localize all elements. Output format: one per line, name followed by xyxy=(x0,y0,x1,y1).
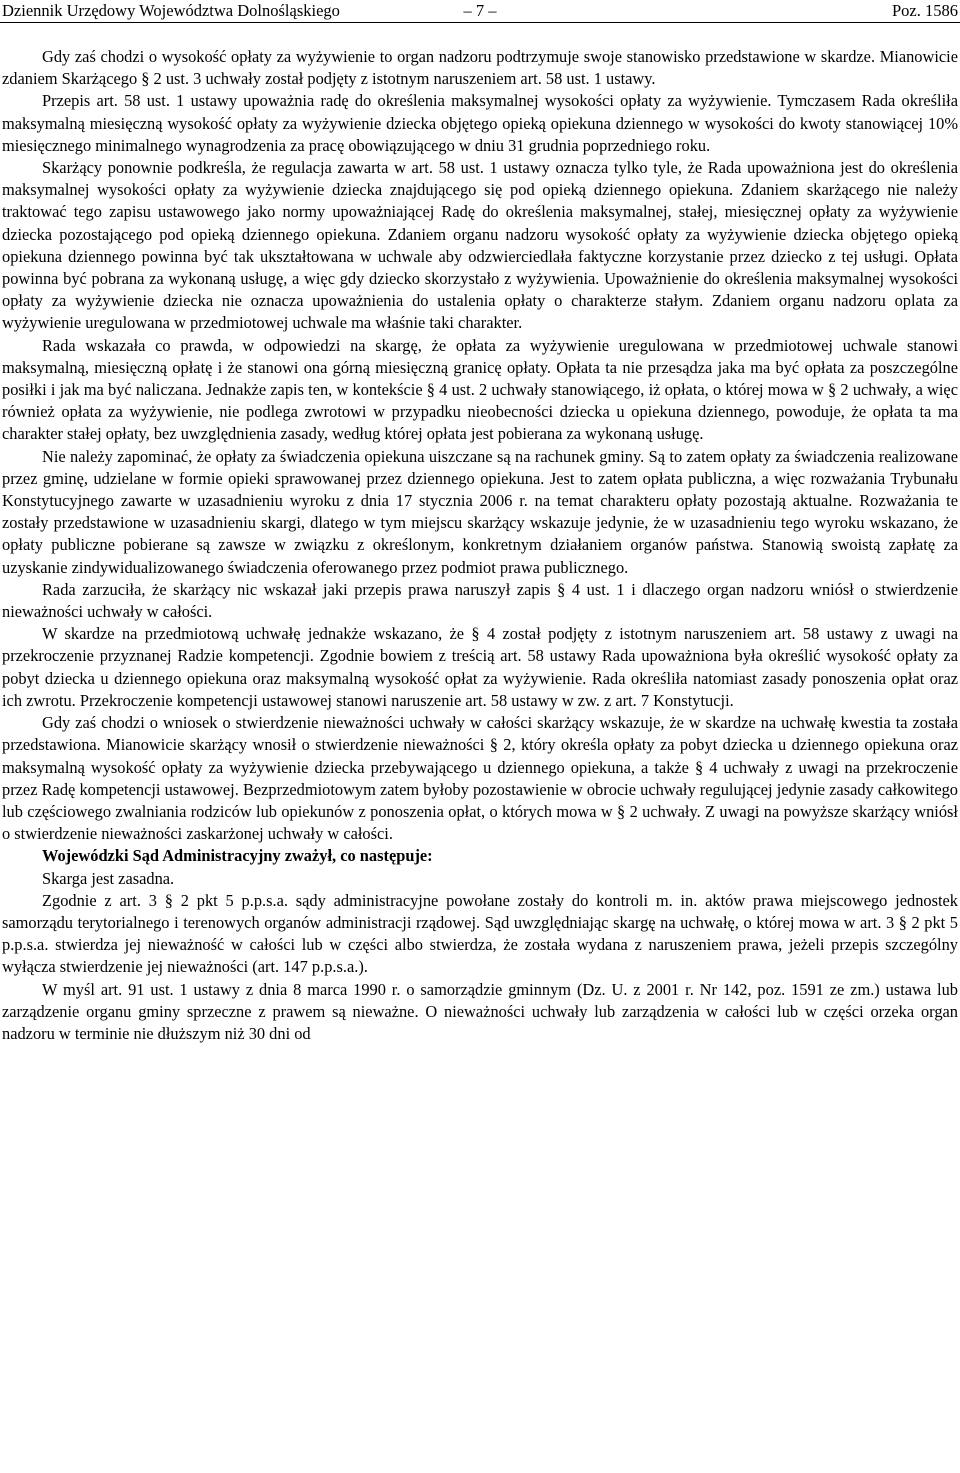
paragraph: W myśl art. 91 ust. 1 ustawy z dnia 8 marca 1990 r. o samorządzie gminnym (Dz. U. z 2001 r. Nr 142, poz. 1591 ze zm.) ustawa lub zarządzenie organu gminy sprzeczne z prawem są nieważne. O nieważności uchwały lub zarządzenia w całości lub w części orzeka organ nadzoru w terminie nie dłuższym niż 30 dni od xyxy=(2,979,958,1043)
paragraph: Nie należy zapominać, że opłaty za świadczenia opiekuna uiszczane są na rachunek gminy. Są to zatem opłaty za świadczenia realizowane przez gminę, udzielane w formie opieki sprawowanej przez dziennego opiekuna. Jest to zatem opłata publiczna, a więc rozważania Trybunału Konstytucyjnego zawarte w uzasadnieniu wyroku z dnia 17 stycznia 2006 r. na temat charakteru opłaty pozostają aktualne. Rozważania te zostały przedstawione w uzasadnieniu skargi, dlatego w tym miejscu skarżący wskazuje jedynie, że w uzasadnieniu tego wyroku wskazano, że opłaty publiczne pobierane są zawsze w związku z określonym, konkretnym działaniem organów państwa. Stanowią swoistą zapłatę za uzyskanie zindywidualizowanego świadczenia oferowanego przez podmiot prawa publicznego. xyxy=(2,446,958,577)
paragraph: Gdy zaś chodzi o wysokość opłaty za wyżywienie to organ nadzoru podtrzymuje swoje stanowisko przedstawione w skardze. Mianowicie zdaniem Skarżącego § 2 ust. 3 uchwały został podjęty z istotnym naruszeniem art. 58 ust. 1 ustawy. xyxy=(2,47,958,89)
paragraph: Przepis art. 58 ust. 1 ustawy upoważnia radę do określenia maksymalnej wysokości opłaty za wyżywienie. Tymczasem Rada określiła maksymalną miesięczną wysokość opłaty za wyżywienie dziecka objętego opieką opiekuna dziennego w wysokości do kwoty stanowiącej 10% miesięcznego minimalnego wynagrodzenia za pracę obowiązującego w dniu 31 grudnia poprzedniego roku. xyxy=(2,91,958,155)
paragraph: Skarżący ponownie podkreśla, że regulacja zawarta w art. 58 ust. 1 ustawy oznacza tylko tyle, że Rada upoważniona jest do określenia maksymalnej wysokości opłaty za wyżywienie dziecka znajdującego się pod opieką dziennego opiekuna. Zdaniem skarżącego nie należy traktować tego zapisu ustawowego jako normy upoważniającej Radę do określenia maksymalnej, stałej, miesięcznej opłaty za wyżywienie dziecka pozostającego pod opieką dziennego opiekuna. Zdaniem organu nadzoru wysokość opłaty za wyżywienie dziecka objętego opieką opiekuna dziennego powinna być tak ukształtowana w uchwale aby odzwierciedlała faktyczne korzystanie przez dziecko z tej usługi. Opłata powinna być pobrana za wykonaną usługę, a więc gdy dziecko skorzystało z wyżywienia. Upoważnienie do określenia maksymalnej wysokości opłaty za wyżywienie dziecka nie oznacza upoważnienia do ustalenia opłaty o charakterze stałym. Zdaniem organu nadzoru oplata za wyżywienie uregulowana w przedmiotowej uchwale ma właśnie taki charakter. xyxy=(2,158,958,333)
header-journal-title: Dziennik Urzędowy Województwa Dolnośląskiego xyxy=(2,1,340,20)
section-heading: Wojewódzki Sąd Administracyjny zważył, co następuje: xyxy=(42,846,433,866)
document-body xyxy=(2,46,958,1045)
paragraph: W skardze na przedmiotową uchwałę jednakże wskazano, że § 4 został podjęty z istotnym naruszeniem art. 58 ustawy z uwagi na przekroczenie przyznanej Radzie kompetencji. Zgodnie bowiem z treścią art. 58 ustawy Rada upoważniona była określić wysokość opłaty za pobyt dziecka u dziennego opiekuna oraz maksymalną wysokość opłat za wyżywienie. Rada określiła natomiast zasady ponoszenia opłat oraz ich zwrotu. Przekroczenie kompetencji ustawowej stanowi naruszenie art. 58 ustawy w zw. z art. 7 Konstytucji. xyxy=(2,624,958,710)
header-position: Poz. 1586 xyxy=(892,1,958,20)
page-header xyxy=(0,0,960,23)
paragraph: Skarga jest zasadna. xyxy=(42,868,175,888)
paragraph: Gdy zaś chodzi o wniosek o stwierdzenie nieważności uchwały w całości skarżący wskazuje, że w skardze na uchwałę kwestia ta została przedstawiona. Mianowicie skarżący wnosił o stwierdzenie nieważności § 2, który określa opłaty za pobyt dziecka u dziennego opiekuna oraz maksymalną wysokość opłaty za wyżywienie dziecka przebywającego u dziennego opiekuna, a także § 4 uchwały z uwagi na przekroczenie przez Radę kompetencji ustawowej. Bezprzedmiotowym zatem byłoby pozostawienie w obrocie uchwały regulującej jedynie zasady całkowitego lub częściowego zwalniania rodziców lub opiekunów z ponoszenia opłat, o których mowa w § 2 uchwały. Z uwagi na powyższe skarżący wniósł o stwierdzenie nieważności zaskarżonej uchwały w całości. xyxy=(2,713,958,844)
paragraph: Rada wskazała co prawda, w odpowiedzi na skargę, że opłata za wyżywienie uregulowana w przedmiotowej uchwale stanowi maksymalną, miesięczną opłatę i że stanowi ona górną miesięczną granicę opłaty. Opłata ta nie przesądza jaka ma być opłata za poszczególne posiłki i jak ma być naliczana. Jednakże zapis ten, w kontekście § 4 ust. 2 uchwały stanowiącego, iż opłata, o której mowa w § 2 uchwały, a więc również opłata za wyżywienie, nie podlega zwrotowi w przypadku nieobecności dziecka u opiekuna dziennego, powoduje, że opłata ta ma charakter stałej opłaty, bez uwzględnienia zasady, według której opłata jest pobierana za wykonaną usługę. xyxy=(2,335,958,444)
paragraph: Zgodnie z art. 3 § 2 pkt 5 p.p.s.a. sądy administracyjne powołane zostały do kontroli m. in. aktów prawa miejscowego jednostek samorządu terytorialnego i terenowych organów administracji rządowej. Sąd uwzględniając skargę na uchwałę, o której mowa w art. 3 § 2 pkt 5 p.p.s.a. stwierdza jej nieważność w całości lub w części albo stwierdza, że została wydana z naruszeniem prawa, jeżeli przepis szczególny wyłącza stwierdzenie jej nieważności (art. 147 p.p.s.a.). xyxy=(2,890,958,977)
header-page-number: – 7 – xyxy=(463,1,497,20)
paragraph: Rada zarzuciła, że skarżący nic wskazał jaki przepis prawa naruszył zapis § 4 ust. 1 i dlaczego organ nadzoru wniósł o stwierdzenie nieważności uchwały w całości. xyxy=(2,579,958,622)
